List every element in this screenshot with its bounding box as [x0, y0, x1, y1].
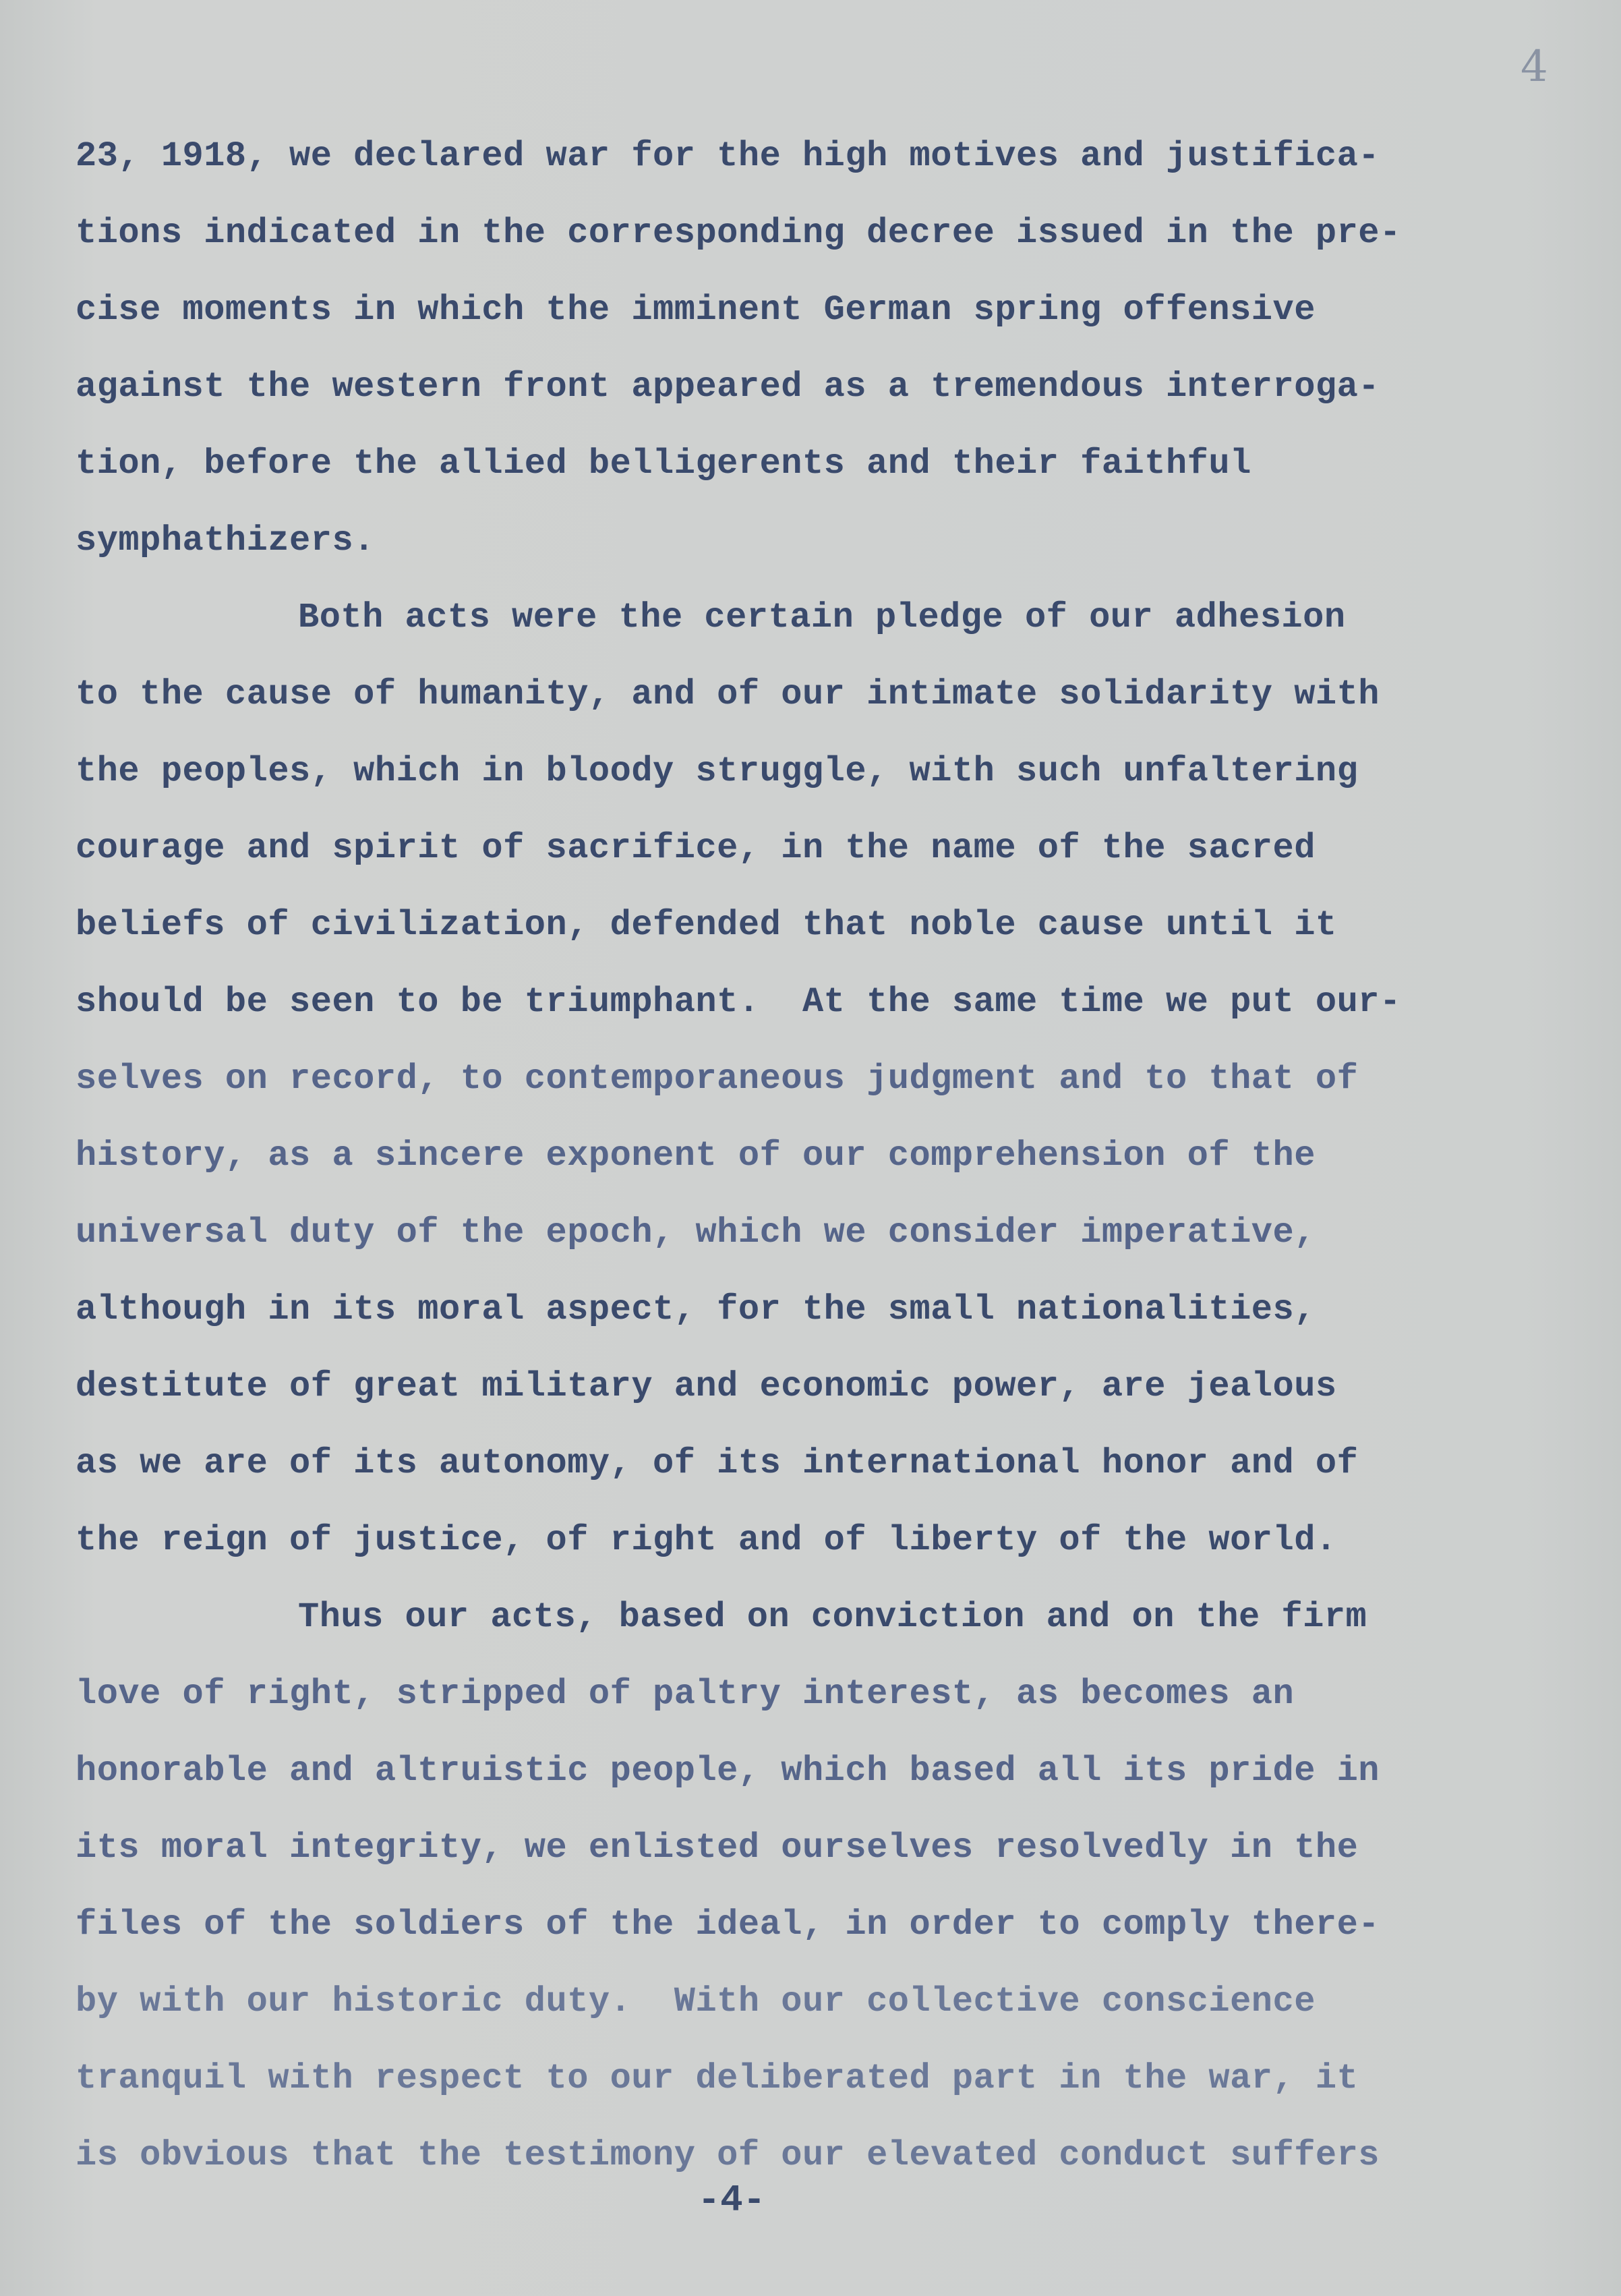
paragraph-start-line: Thus our acts, based on conviction and on the firm: [298, 1597, 1367, 1637]
text-line: tions indicated in the corresponding decree issued in the pre-: [76, 213, 1401, 253]
text-line: files of the soldiers of the ideal, in order to comply there-: [76, 1905, 1380, 1945]
text-line: honorable and altruistic people, which based all its pride in: [76, 1751, 1380, 1791]
text-line: is obvious that the testimony of our elevated conduct suffers: [76, 2135, 1380, 2175]
text-line: tion, before the allied belligerents and their faithful: [76, 444, 1251, 484]
text-line: courage and spirit of sacrifice, in the name of the sacred: [76, 828, 1316, 868]
text-line: selves on record, to contemporaneous judgment and to that of: [76, 1059, 1359, 1099]
corner-page-mark: 4: [1521, 42, 1548, 92]
text-line: the reign of justice, of right and of liberty of the world.: [76, 1520, 1337, 1560]
text-line: love of right, stripped of paltry interest, as becomes an: [76, 1674, 1295, 1714]
text-line: although in its moral aspect, for the small nationalities,: [76, 1290, 1316, 1329]
text-line: the peoples, which in bloody struggle, with such unfaltering: [76, 751, 1359, 791]
text-line: tranquil with respect to our deliberated part in the war, it: [76, 2059, 1359, 2098]
text-line: by with our historic duty. With our collective conscience: [76, 1982, 1316, 2021]
text-line: symphathizers.: [76, 521, 375, 561]
text-line: as we are of its autonomy, of its international honor and of: [76, 1443, 1359, 1483]
text-line: against the western front appeared as a tremendous interroga-: [76, 367, 1380, 407]
text-line: destitute of great military and economic power, are jealous: [76, 1367, 1337, 1406]
text-line: its moral integrity, we enlisted ourselves resolvedly in the: [76, 1828, 1359, 1868]
page-number: -4-: [697, 2179, 766, 2222]
text-line: cise moments in which the imminent German spring offensive: [76, 290, 1316, 330]
text-line: to the cause of humanity, and of our intimate solidarity with: [76, 675, 1380, 714]
text-line: universal duty of the epoch, which we consider imperative,: [76, 1213, 1316, 1253]
text-line: beliefs of civilization, defended that noble cause until it: [76, 905, 1337, 945]
text-line: history, as a sincere exponent of our comprehension of the: [76, 1136, 1316, 1176]
text-line: should be seen to be triumphant. At the same time we put our-: [76, 982, 1401, 1022]
body-text: [76, 118, 1458, 2194]
text-line: 23, 1918, we declared war for the high motives and justifica-: [76, 136, 1380, 176]
paragraph-start-line: Both acts were the certain pledge of our adhesion: [298, 598, 1346, 637]
